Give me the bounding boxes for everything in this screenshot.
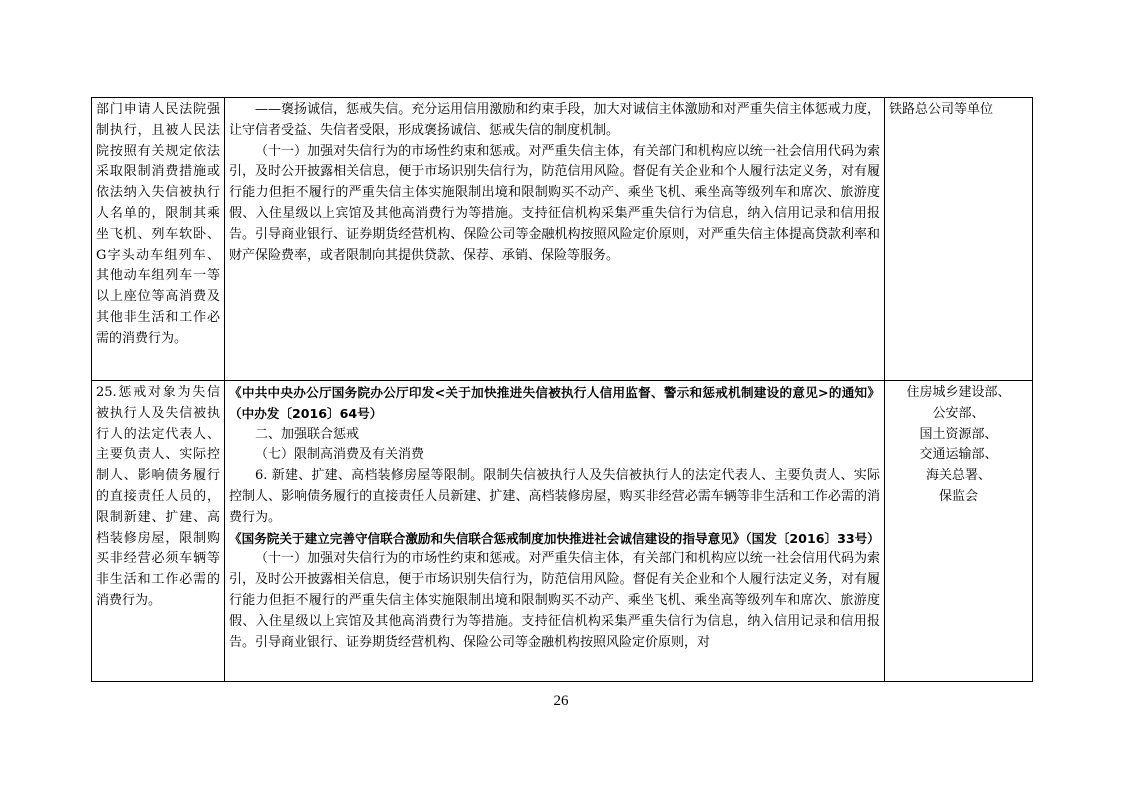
basis-cell bbox=[225, 381, 885, 682]
basis-paragraph: （七）限制高消费及有关消费 bbox=[255, 447, 425, 463]
document-title: 《国务院关于建立完善守信联合激励和失信联合惩戒制度加快推进社会诚信建设的指导意见》（国发〔2016〕33号） bbox=[229, 530, 880, 546]
measure-cell bbox=[92, 381, 225, 682]
basis-cell bbox=[225, 98, 885, 381]
page-number: 26 bbox=[553, 693, 569, 709]
basis-paragraph: （十一）加强对失信行为的市场性约束和惩戒。对严重失信主体，有关部门和机构应以统一社会信用代码为索引，及时公开披露相关信息，便于市场识别失信行为，防范信用风险。督促有关企业和个人履行法定义务，对有履行能力但拒不履行的严重失信主体实施限制出境和限制购买不动产、乘坐飞机、乘坐高等级列车和席次、旅游度假、入住星级以上宾馆及其他高消费行为等措施。支持征信机构采集严重失信行为信息，纳入信用记录和信用报告。引导商业银行、证券期货经营机构、保险公司等金融机构按照风险定价原则，对严重失信主体提高贷款利率和财产保险费率，或者限制向其提供贷款、保荐、承销、保险等服务。 bbox=[229, 143, 880, 263]
department-cell bbox=[885, 98, 1033, 381]
department-item: 交通运输部、 bbox=[919, 447, 998, 463]
department-text: 铁路总公司等单位 bbox=[889, 102, 994, 117]
basis-paragraph: 二、加强联合惩戒 bbox=[255, 426, 360, 442]
department-item: 国土资源部、 bbox=[919, 426, 998, 442]
department-cell bbox=[885, 381, 1033, 682]
measures-table bbox=[91, 97, 1033, 682]
department-item: 住房城乡建设部、 bbox=[906, 385, 1011, 400]
department-item: 保监会 bbox=[938, 488, 978, 504]
department-item: 公安部、 bbox=[932, 405, 985, 421]
measure-text: 部门申请人民法院强制执行，且被人民法院按照有关规定依法采取限制消费措施或依法纳入失信被执行人名单的，限制其乘坐飞机、列车软卧、G字头动车组列车、其他动车组列车一等以上座位等高消费及其他非生活和工作必需的消费行为。 bbox=[96, 102, 220, 346]
measure-text: 25.惩戒对象为失信被执行人及失信被执行人的法定代表人、主要负责人、实际控制人、影响债务履行的直接责任人员的，限制新建、扩建、高档装修房屋，限制购买非经营必须车辆等非生活和工作必需的消费行为。 bbox=[96, 385, 220, 608]
document-title: 《中共中央办公厅国务院办公厅印发<关于加快推进失信被执行人信用监督、警示和惩戒机制建设的意见>的通知》（中办发〔2016〕64号） bbox=[229, 385, 880, 421]
basis-paragraph: （十一）加强对失信行为的市场性约束和惩戒。对严重失信主体，有关部门和机构应以统一社会信用代码为索引，及时公开披露相关信息，便于市场识别失信行为，防范信用风险。督促有关企业和个人履行法定义务，对有履行能力但拒不履行的严重失信主体实施限制出境和限制购买不动产、乘坐飞机、乘坐高等级列车和席次、旅游度假、入住星级以上宾馆及其他高消费行为等措施。支持征信机构采集严重失信行为信息，纳入信用记录和信用报告。引导商业银行、证券期货经营机构、保险公司等金融机构按照风险定价原则，对 bbox=[229, 551, 880, 650]
measure-cell bbox=[92, 98, 225, 381]
basis-paragraph: ——褒扬诚信，惩戒失信。充分运用信用激励和约束手段，加大对诚信主体激励和对严重失信主体惩戒力度，让守信者受益、失信者受限，形成褒扬诚信、惩戒失信的制度机制。 bbox=[229, 102, 880, 138]
department-item: 海关总署、 bbox=[925, 468, 991, 484]
table-row bbox=[92, 381, 1033, 682]
basis-paragraph: 6. 新建、扩建、高档装修房屋等限制。限制失信被执行人及失信被执行人的法定代表人、主要负责人、实际控制人、影响债务履行的直接责任人员新建、扩建、高档装修房屋，购买非经营必需车辆等非生活和工作必需的消费行为。 bbox=[229, 468, 880, 525]
table-row bbox=[92, 98, 1033, 381]
